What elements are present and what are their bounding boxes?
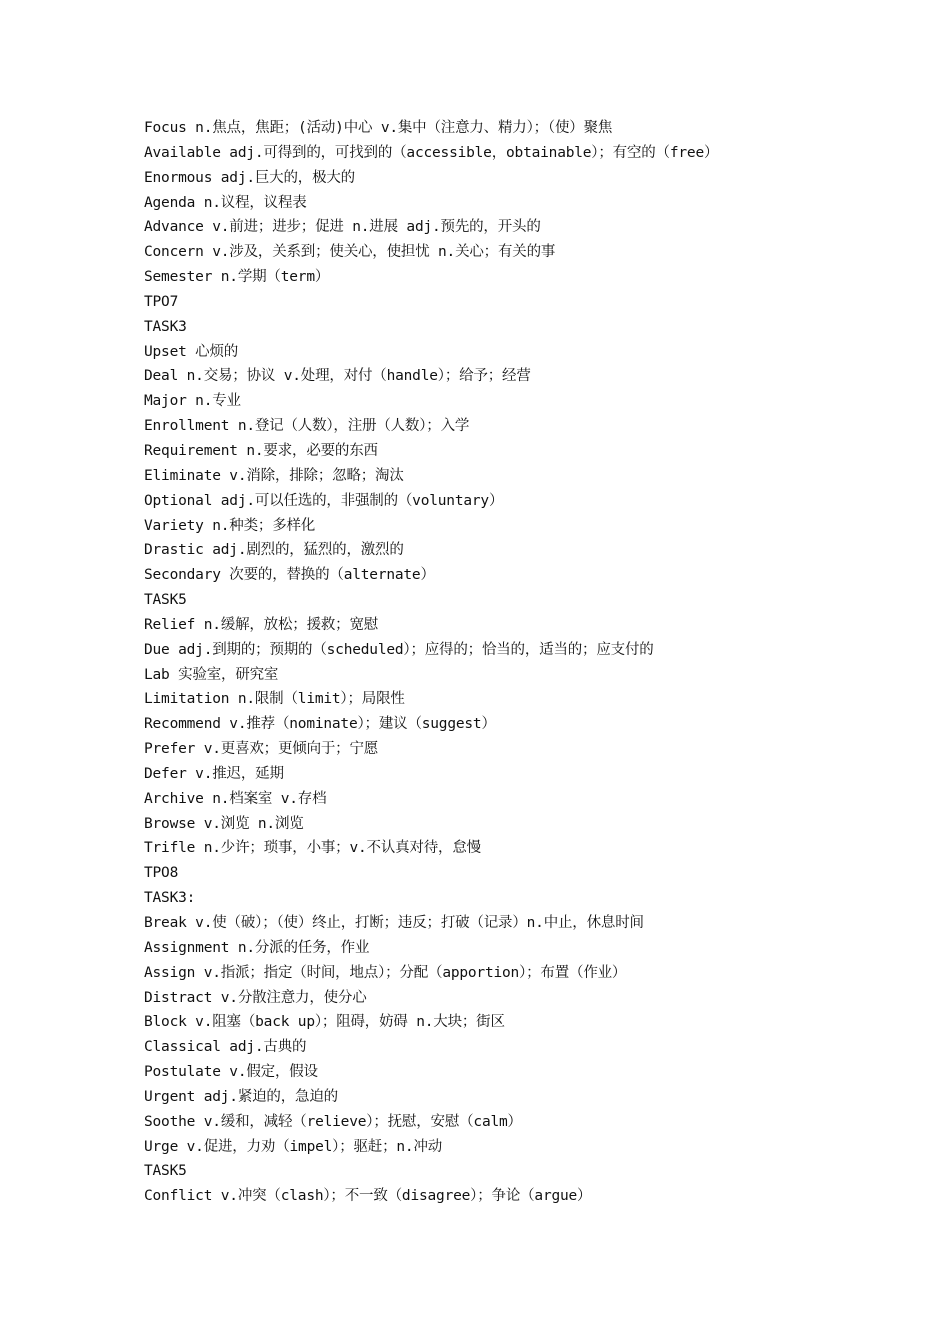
vocab-line: Trifle n.少许；琐事，小事；v.不认真对待，怠慢 bbox=[144, 840, 481, 857]
section-heading: TASK3 bbox=[144, 318, 187, 335]
vocab-line: Distract v.分散注意力，使分心 bbox=[144, 989, 367, 1006]
vocab-line: Conflict v.冲突（clash）；不一致（disagree）；争论（argue） bbox=[144, 1188, 592, 1205]
vocab-line: Variety n.种类；多样化 bbox=[144, 517, 316, 534]
vocab-line: Enrollment n.登记（人数），注册（人数）；入学 bbox=[144, 418, 470, 435]
vocab-line: Prefer v.更喜欢；更倾向于；宁愿 bbox=[144, 741, 379, 758]
vocab-line: Requirement n.要求，必要的东西 bbox=[144, 442, 378, 459]
vocab-line: Limitation n.限制（limit）；局限性 bbox=[144, 691, 405, 708]
vocab-line: Classical adj.古典的 bbox=[144, 1039, 307, 1056]
vocab-line: Break v.使（破）；（使）终止，打断；违反；打破（记录）n.中止，休息时间 bbox=[144, 915, 644, 931]
section-heading: TASK5 bbox=[144, 1163, 187, 1180]
vocab-line: Soothe v.缓和，减轻（relieve）；抚慰，安慰（calm） bbox=[144, 1113, 522, 1130]
section-heading: TASK5 bbox=[144, 592, 187, 609]
vocab-line: Agenda n.议程，议程表 bbox=[144, 194, 307, 211]
vocab-line: Drastic adj.剧烈的，猛烈的，激烈的 bbox=[144, 542, 404, 559]
vocab-line: Relief n.缓解，放松；援救；宽慰 bbox=[144, 616, 379, 633]
vocab-line: Optional adj.可以任选的，非强制的（voluntary） bbox=[144, 492, 504, 509]
vocab-line: Semester n.学期（term） bbox=[144, 269, 330, 286]
vocab-line: Assign v.指派；指定（时间，地点）；分配（apportion）；布置（作业） bbox=[144, 964, 627, 981]
vocab-line: Upset 心烦的 bbox=[144, 343, 239, 360]
vocabulary-list bbox=[144, 116, 904, 1209]
vocab-line: Urge v.促进，力劝（impel）；驱赶；n.冲动 bbox=[144, 1138, 443, 1155]
vocab-line: Archive n.档案室 v.存档 bbox=[144, 790, 327, 807]
vocab-line: Urgent adj.紧迫的，急迫的 bbox=[144, 1088, 338, 1105]
vocab-line: Concern v.涉及，关系到；使关心，使担忧 n.关心；有关的事 bbox=[144, 244, 556, 261]
section-heading: TASK3: bbox=[144, 890, 196, 907]
vocab-line: Focus n.焦点，焦距；(活动)中心 v.集中（注意力、精力）；（使）聚焦 bbox=[144, 120, 613, 136]
vocab-line: Major n.专业 bbox=[144, 393, 241, 410]
section-heading: TPO7 bbox=[144, 293, 179, 310]
vocab-line: Due adj.到期的；预期的（scheduled）；应得的；恰当的，适当的；应支付的 bbox=[144, 641, 654, 658]
vocab-line: Lab 实验室，研究室 bbox=[144, 666, 279, 683]
vocab-line: Assignment n.分派的任务，作业 bbox=[144, 939, 370, 956]
vocab-line: Block v.阻塞（back up）；阻碍，妨碍 n.大块；街区 bbox=[144, 1014, 505, 1031]
section-heading: TPO8 bbox=[144, 865, 179, 882]
vocab-line: Deal n.交易；协议 v.处理，对付（handle）；给予；经营 bbox=[144, 368, 531, 385]
vocab-line: Advance v.前进；进步；促进 n.进展 adj.预先的，开头的 bbox=[144, 219, 541, 236]
vocab-line: Postulate v.假定，假设 bbox=[144, 1064, 318, 1081]
vocab-line: Recommend v.推荐（nominate）；建议（suggest） bbox=[144, 716, 496, 733]
vocab-line: Browse v.浏览 n.浏览 bbox=[144, 815, 304, 832]
vocab-line: Secondary 次要的，替换的（alternate） bbox=[144, 567, 435, 584]
vocab-line: Eliminate v.消除，排除；忽略；淘汰 bbox=[144, 467, 404, 484]
vocab-line: Defer v.推迟，延期 bbox=[144, 765, 284, 782]
vocab-line: Available adj.可得到的，可找到的（accessible，obtainable）；有空的（free） bbox=[144, 144, 719, 161]
vocab-line: Enormous adj.巨大的，极大的 bbox=[144, 169, 355, 186]
